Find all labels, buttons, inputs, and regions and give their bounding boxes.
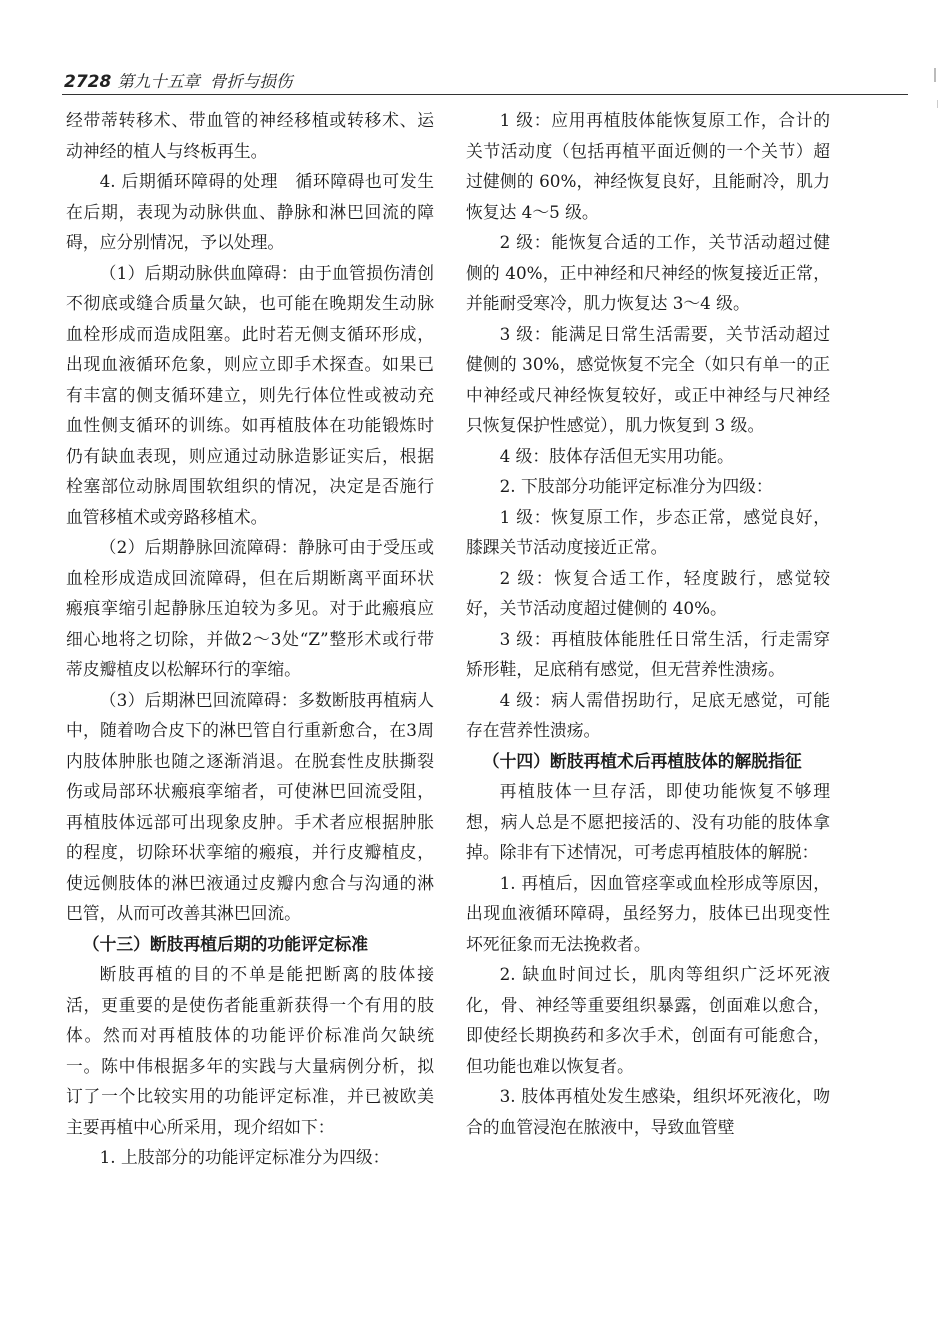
paragraph: 断肢再植的目的不单是能把断离的肢体接活，更重要的是使伤者能重新获得一个有用的肢体。然而对再植肢体的功能评价标准尚欠缺统一。陈中伟根据多年的实践与大量病例分析，拟订了一个比较实用的功能评定标准，并已被欧美主要再植中心所采用，现介绍如下： bbox=[66, 964, 434, 1137]
header-rule bbox=[62, 94, 908, 95]
paragraph: 1 级：应用再植肢体能恢复原工作，合计的关节活动度（包括再植平面近侧的一个关节）超过健侧的 60%，神经恢复良好，且能耐冷，肌力恢复达 4～5 级。 bbox=[466, 110, 830, 222]
chapter-title: 骨折与损伤 bbox=[209, 72, 293, 91]
left-column bbox=[66, 105, 434, 1173]
scan-edge-mark bbox=[934, 68, 936, 82]
paragraph: （2）后期静脉回流障碍：静脉可由于受压或血栓形成造成回流障碍，但在后期断离平面环状瘢痕挛缩引起静脉压迫较为多见。对于此瘢痕应细心地将之切除，并做2～3处“Z”整形术或行带蒂皮瓣植皮以松解环行的挛缩。 bbox=[66, 537, 434, 679]
paragraph: 3 级：能满足日常生活需要，关节活动超过健侧的 30%，感觉恢复不完全（如只有单一的正中神经或尺神经恢复较好，或正中神经与尺神经只恢复保护性感觉），肌力恢复到 3 级。 bbox=[466, 323, 830, 435]
paragraph: 2 级：恢复合适工作，轻度跛行，感觉较好，关节活动度超过健侧的 40%。 bbox=[466, 567, 830, 618]
paragraph: 4 级：病人需借拐助行，足底无感觉，可能存在营养性溃疡。 bbox=[466, 689, 830, 740]
paragraph: 4 级：肢体存活但无实用功能。 bbox=[499, 445, 734, 466]
scan-edge-mark-small bbox=[937, 100, 938, 108]
paragraph: 1. 再植后，因血管痉挛或血栓形成等原因，出现血液循环障碍，虽经努力，肢体已出现变性坏死征象而无法挽救者。 bbox=[466, 872, 830, 954]
paragraph: （3）后期淋巴回流障碍：多数断肢再植病人中，随着吻合皮下的淋巴管自行重新愈合，在3周内肢体肿胀也随之逐渐消退。在脱套性皮肤撕裂伤或局部环状瘢痕挛缩者，可使淋巴回流受阻，再植肢体远部可出现象皮肿。手术者应根据肿胀的程度，切除环状挛缩的瘢痕，并行皮瓣植皮，使远侧肢体的淋巴液通过皮瓣内愈合与沟通的淋巴管，从而可改善其淋巴回流。 bbox=[66, 689, 434, 923]
section-heading-13: （十三）断肢再植后期的功能评定标准 bbox=[82, 933, 369, 954]
chapter-label: 第九十五章 bbox=[117, 72, 200, 91]
paragraph: 2. 下肢部分功能评定标准分为四级： bbox=[499, 476, 773, 496]
paragraph: 3. 肢体再植处发生感染，组织坏死液化，吻合的血管浸泡在脓液中，导致血管壁 bbox=[466, 1086, 830, 1137]
page-number: 2728 bbox=[64, 72, 112, 92]
paragraph: 1. 上肢部分的功能评定标准分为四级： bbox=[99, 1147, 390, 1167]
right-column bbox=[466, 105, 830, 1142]
paragraph: 2. 缺血时间过长，肌肉等组织广泛坏死液化，骨、神经等重要组织暴露，创面难以愈合，即使经长期换药和多次手术，创面有可能愈合，但功能也难以恢复者。 bbox=[466, 964, 830, 1076]
paragraph: 1 级：恢复原工作，步态正常，感觉良好，膝踝关节活动度接近正常。 bbox=[466, 506, 830, 557]
paragraph: （1）后期动脉供血障碍：由于血管损伤清创不彻底或缝合质量欠缺，也可能在晚期发生动脉血栓形成而造成阻塞。此时若无侧支循环形成，出现血液循环危象，则应立即手术探查。如果已有丰富的侧支循环建立，则先行体位性或被动充血性侧支循环的训练。如再植肢体在功能锻炼时仍有缺血表现，则应通过动脉造影证实后，根据栓塞部位动脉周围软组织的情况，决定是否施行血管移植术或旁路移植术。 bbox=[66, 262, 434, 527]
paragraph: 再植肢体一旦存活，即使功能恢复不够理想，病人总是不愿把接活的、没有功能的肢体拿掉。除非有下述情况，可考虑再植肢体的解脱： bbox=[466, 781, 830, 862]
running-header bbox=[64, 68, 904, 94]
paragraph: 3 级：再植肢体能胜任日常生活，行走需穿矫形鞋，足底稍有感觉，但无营养性溃疡。 bbox=[466, 628, 830, 679]
paragraph: 4. 后期循环障碍的处理 循环障碍也可发生在后期，表现为动脉供血、静脉和淋巴回流的障碍，应分别情况，予以处理。 bbox=[66, 171, 434, 252]
paragraph: 2 级：能恢复合适的工作，关节活动超过健侧的 40%，正中神经和尺神经的恢复接近正常，并能耐受寒冷，肌力恢复达 3～4 级。 bbox=[466, 232, 830, 313]
section-heading-14: （十四）断肢再植术后再植肢体的解脱指征 bbox=[482, 750, 802, 771]
paragraph: 经带蒂转移术、带血管的神经移植或转移术、运动神经的植人与终板再生。 bbox=[66, 110, 434, 161]
